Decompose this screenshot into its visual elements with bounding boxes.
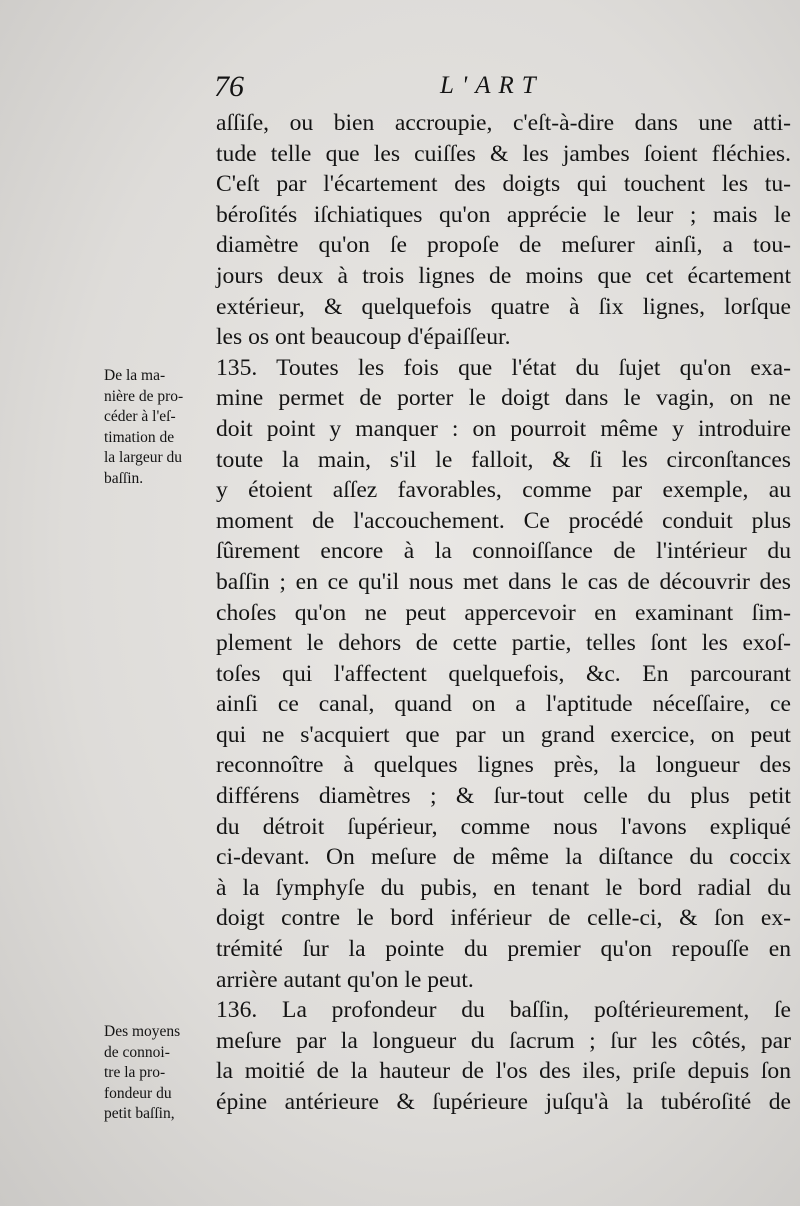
margin-note-line: nière de pro-: [104, 387, 184, 405]
text-line: 136. La profondeur du baſſin, poſtérieurement, ſe: [216, 997, 791, 1024]
text-line: toute la main, s'il le falloit, & ſi les circonſtances: [216, 446, 791, 473]
text-line: ci-devant. On meſure de même la diſtance du coccix: [216, 844, 791, 871]
text-line: tude telle que les cuiſſes & les jambes ſoient fléchies.: [216, 140, 791, 167]
text-line: qui ne s'acquiert que par un grand exercice, on peut: [216, 721, 791, 748]
text-line: épine antérieure & ſupérieure juſqu'à la tubéroſité de: [216, 1089, 791, 1115]
text-line: diamètre qu'on ſe propoſe de meſurer ainſi, a tou-: [216, 232, 791, 259]
text-line: du détroit ſupérieur, comme nous l'avons expliqué: [216, 813, 791, 840]
margin-note-line: céder à l'eſ-: [104, 408, 176, 425]
page-header: [210, 70, 790, 110]
text-line: toſes qui l'affectent quelquefois, &c. En parcourant: [216, 660, 791, 687]
margin-note-line: de connoi-: [104, 1043, 170, 1061]
text-line: moment de l'accouchement. Ce procédé conduit plus: [216, 507, 791, 534]
text-line: 135. Toutes les fois que l'état du ſujet qu'on exa-: [216, 354, 791, 381]
margin-note-line: tre la pro-: [104, 1064, 166, 1081]
margin-note-136: [104, 1022, 216, 1125]
text-line: plement le dehors de cette partie, telles ſont les exoſ-: [216, 630, 791, 657]
text-line: ſûrement encore à la connoiſſance de l'intérieur du: [216, 538, 791, 565]
text-line: à la ſymphyſe du pubis, en tenant le bord radial du: [216, 874, 791, 901]
text-line: extérieur, & quelquefois quatre à ſix lignes, lorſque: [216, 293, 791, 320]
page-number: 76: [214, 70, 244, 103]
main-text: [216, 108, 791, 1118]
margin-note-line: De la ma-: [104, 367, 166, 384]
margin-note-135: [104, 366, 216, 489]
text-line: la moitié de la hauteur de l'os des iles, priſe depuis ſon: [216, 1058, 791, 1085]
text-line: C'eſt par l'écartement des doigts qui touchent les tu-: [216, 171, 791, 198]
margin-note-line: fondeur du: [104, 1084, 172, 1102]
text-line: jours deux à trois lignes de moins que cet écartement: [216, 262, 791, 289]
text-line: ainſi ce canal, quand on a l'aptitude néceſſaire, ce: [216, 691, 791, 718]
text-line: meſure par la longueur du ſacrum ; ſur les côtés, par: [216, 1027, 791, 1054]
text-line: choſes qu'on ne peut appercevoir en examinant ſim-: [216, 599, 791, 626]
margin-note-line: timation de: [104, 428, 175, 446]
text-line: trémité ſur la pointe du premier qu'on repouſſe en: [216, 936, 791, 963]
text-line: y étoient aſſez favorables, comme par exemple, au: [216, 477, 791, 504]
paragraph-continuation: [216, 108, 791, 353]
text-line: différens diamètres ; & ſur-tout celle du plus petit: [216, 783, 791, 810]
margin-note-line: baſſin.: [104, 469, 144, 487]
running-title: L'ART: [440, 72, 544, 99]
text-line: les os ont beaucoup d'épaiſſeur.: [216, 324, 511, 351]
text-line: mine permet de porter le doigt dans le vagin, on ne: [216, 385, 791, 412]
text-line: doigt contre le bord inférieur de celle-ci, & ſon ex-: [216, 905, 791, 932]
paragraph-135: [216, 353, 791, 995]
text-line: reconnoître à quelques lignes près, la longueur des: [216, 752, 791, 779]
text-line: béroſités iſchiatiques qu'on apprécie le leur ; mais le: [216, 201, 791, 228]
margin-note-line: Des moyens: [104, 1023, 181, 1040]
text-line: aſſiſe, ou bien accroupie, c'eſt-à-dire dans une atti-: [216, 110, 791, 136]
margin-note-line: la largeur du: [104, 449, 183, 466]
text-line: arrière autant qu'on le peut.: [216, 966, 474, 993]
paragraph-136: [216, 995, 791, 1117]
text-line: doit point y manquer : on pourroit même y introduire: [216, 415, 791, 442]
margin-note-line: petit baſſin,: [104, 1105, 175, 1122]
text-line: baſſin ; en ce qu'il nous met dans le cas de découvrir des: [216, 568, 791, 595]
